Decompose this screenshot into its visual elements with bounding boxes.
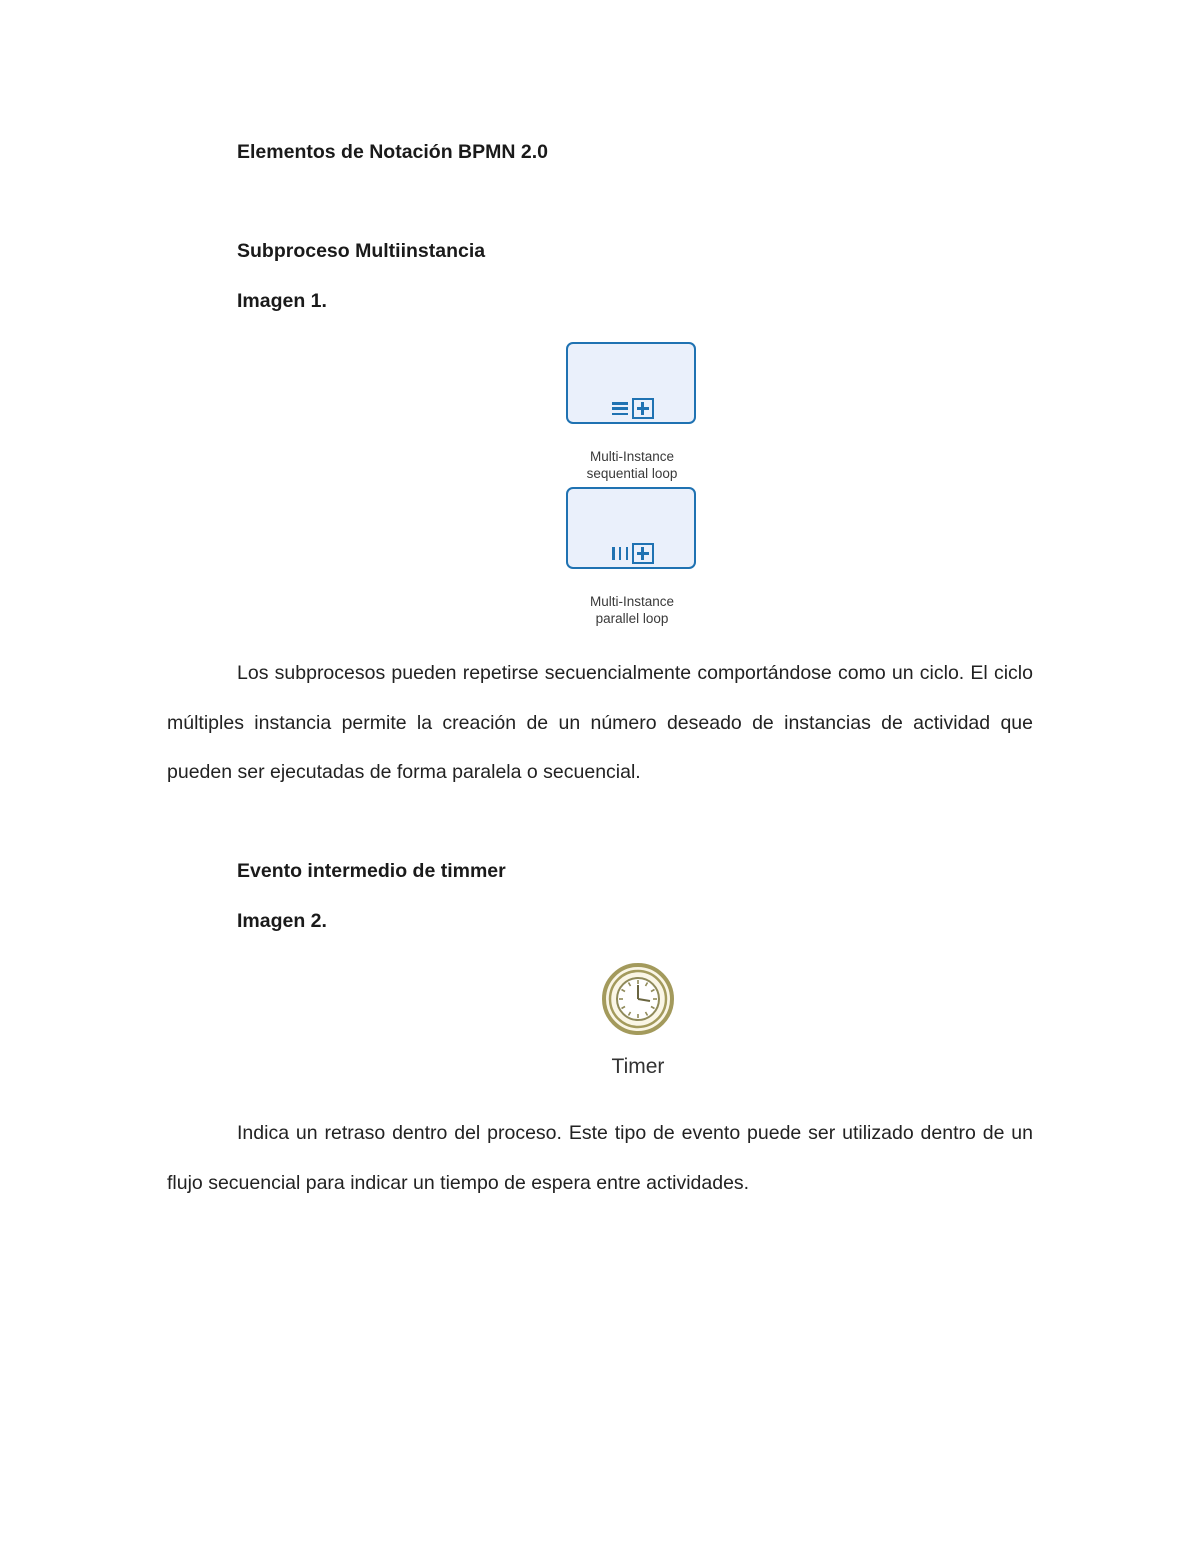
section-heading-timer: Evento intermedio de timmer xyxy=(237,860,506,882)
sequential-multi-instance-icon xyxy=(612,402,628,415)
parallel-caption-line2: parallel loop xyxy=(595,611,669,626)
document-title: Elementos de Notación BPMN 2.0 xyxy=(237,141,548,163)
collapsed-subprocess-icon xyxy=(632,398,654,419)
image-label-2: Imagen 2. xyxy=(237,910,327,932)
parallel-loop-caption xyxy=(532,593,732,627)
timer-label: Timer xyxy=(611,1055,665,1078)
collapsed-subprocess-icon xyxy=(632,543,654,564)
parallel-multi-instance-icon xyxy=(612,547,628,560)
paragraph-multiinstance: Los subprocesos pueden repetirse secuencialmente comportándose como un ciclo. El ciclo múltiples instancia permite la creación de un número deseado de instancias de actividad que pueden ser ejecutadas de forma paralela o secuencial. xyxy=(167,662,1033,783)
sequential-caption-line1: Multi-Instance xyxy=(589,449,675,464)
section-heading-multiinstance: Subproceso Multiinstancia xyxy=(237,240,486,262)
sequential-caption-line2: sequential loop xyxy=(586,466,678,481)
timer-icon xyxy=(601,962,675,1036)
image-label-1: Imagen 1. xyxy=(237,290,327,312)
sequential-markers xyxy=(612,398,654,419)
sequential-loop-subprocess xyxy=(566,342,696,424)
parallel-markers xyxy=(612,543,654,564)
paragraph-timer: Indica un retraso dentro del proceso. Este tipo de evento puede ser utilizado dentro de un flujo secuencial para indicar un tiempo de espera entre actividades. xyxy=(167,1122,1033,1194)
parallel-caption-line1: Multi-Instance xyxy=(589,594,675,609)
timer-event-figure xyxy=(601,962,675,1036)
parallel-loop-subprocess xyxy=(566,487,696,569)
sequential-loop-caption xyxy=(532,448,732,482)
